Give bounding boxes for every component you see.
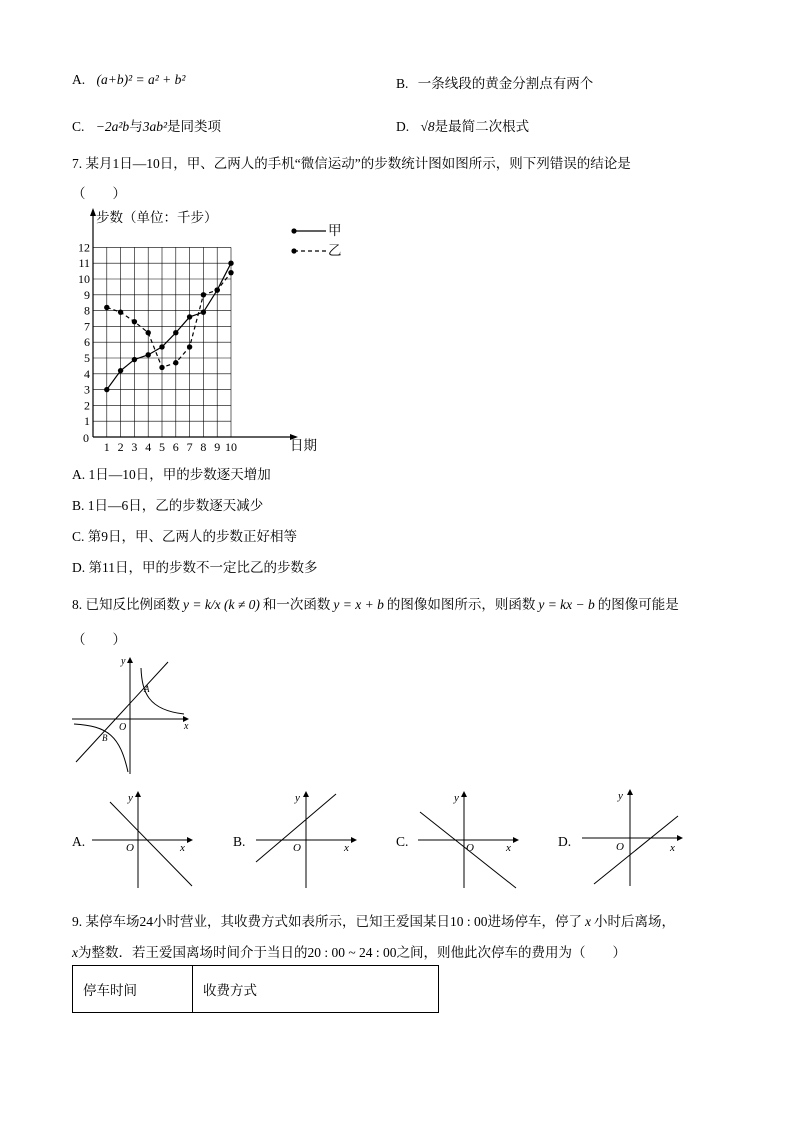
q9-line2 xyxy=(72,941,626,961)
series-line-yi xyxy=(107,273,231,368)
origin-label: O xyxy=(293,842,301,854)
q6-option-b-letter: B. xyxy=(396,76,409,91)
q8-formula-inverse: y = k/x (k ≠ 0) xyxy=(183,597,260,612)
y-tick-label: 12 xyxy=(78,240,90,255)
q9-fee-table xyxy=(72,965,439,1013)
q8-stem-mid: 和一次函数 xyxy=(262,597,331,612)
origin-label: O xyxy=(126,842,134,854)
chart-ylabel: 步数（单位：千步） xyxy=(96,210,218,225)
q6-option-a-formula: (a+b)² = a² + b² xyxy=(96,72,186,87)
data-point-jia xyxy=(187,314,192,319)
q6-option-c-letter: C. xyxy=(72,119,85,134)
data-point-jia xyxy=(228,261,233,266)
data-point-yi xyxy=(118,309,123,314)
chart-origin-label: 0 xyxy=(83,431,89,445)
data-point-yi xyxy=(132,319,137,324)
y-label: y xyxy=(618,790,623,802)
q8-option-b-letter: B. xyxy=(233,834,246,849)
q8-x-label: x xyxy=(184,721,189,732)
x-label: x xyxy=(506,842,511,854)
y-tick-label: 10 xyxy=(78,272,90,286)
q8-formula-linear: y = x + b xyxy=(333,597,384,612)
data-point-jia xyxy=(104,387,109,392)
x-tick-label: 1 xyxy=(103,440,110,454)
y-label: y xyxy=(295,792,300,804)
data-point-jia xyxy=(173,330,178,335)
q8-option-b-graph xyxy=(252,788,362,892)
x-tick-label: 9 xyxy=(214,440,221,454)
q6-option-d xyxy=(396,115,529,135)
q7-paren: （ ） xyxy=(72,186,126,201)
q6-option-c-term1: −2a²b xyxy=(95,119,130,134)
y-tick-label: 1 xyxy=(84,414,90,429)
y-tick-label: 11 xyxy=(78,256,90,271)
data-point-yi xyxy=(159,365,164,370)
data-point-jia xyxy=(159,344,164,349)
q7-step-chart xyxy=(66,204,356,458)
q7-option-c: C. 第9日，甲、乙两人的步数正好相等 xyxy=(72,529,298,544)
q6-option-b xyxy=(396,72,593,92)
q8-point-b-label: B xyxy=(102,733,108,743)
y-tick-label: 6 xyxy=(84,335,90,350)
q7-option-a: A. 1日—10日，甲的步数逐天增加 xyxy=(72,467,271,482)
q8-option-d-letter: D. xyxy=(558,834,572,849)
x-tick-label: 3 xyxy=(131,440,138,454)
table-header-fee: 收费方式 xyxy=(193,966,439,1013)
data-point-jia xyxy=(132,357,137,362)
q7-option-d: D. 第11日，甲的步数不一定比乙的步数多 xyxy=(72,560,318,575)
q9-var-x-2: x xyxy=(72,945,78,960)
q8-option-a-letter: A. xyxy=(72,834,86,849)
origin-label: O xyxy=(616,841,624,853)
legend-dot-jia xyxy=(291,228,296,233)
q6-option-d-radical: √8 xyxy=(420,119,435,134)
table-header-time: 停车时间 xyxy=(73,966,193,1013)
chart-grid xyxy=(93,247,231,437)
q8-option-a-graph xyxy=(88,788,198,892)
q8-stem-pre: 8. 已知反比例函数 xyxy=(72,597,180,612)
q8-y-label: y xyxy=(121,656,126,667)
q9-line1-post: 小时后离场， xyxy=(594,914,676,929)
table-row xyxy=(73,966,439,1013)
x-tick-label: 5 xyxy=(159,440,165,454)
q9-line1-pre: 9. 某停车场24小时营业，其收费方式如表所示，已知王爱国某日 xyxy=(72,914,450,929)
q9-time-range: 20 : 00 ~ 24 : 00 xyxy=(307,945,397,960)
data-point-yi xyxy=(146,330,151,335)
q6-option-c xyxy=(72,115,221,135)
y-tick-label: 9 xyxy=(84,287,90,302)
legend-label-jia: 甲 xyxy=(328,223,342,238)
q9-line1 xyxy=(72,910,675,930)
y-tick-label: 7 xyxy=(84,319,90,334)
q7-stem: 7. 某月1日—10日，甲、乙两人的手机“微信运动”的步数统计图如图所示，则下列错误的结论是 xyxy=(72,156,631,171)
q8-option-d-graph xyxy=(578,786,688,890)
origin-label: O xyxy=(466,842,474,854)
x-tick-label: 6 xyxy=(172,440,179,454)
data-point-yi xyxy=(228,270,233,275)
data-point-yi xyxy=(173,360,178,365)
chart-legend xyxy=(291,223,341,258)
q8-stem-post: 的图像可能是 xyxy=(597,597,679,612)
y-tick-label: 8 xyxy=(84,303,90,318)
x-tick-label: 7 xyxy=(186,440,193,454)
data-point-jia xyxy=(201,309,206,314)
data-point-yi xyxy=(187,344,192,349)
chart-xlabel: 日期 xyxy=(290,438,317,453)
q8-linear-line xyxy=(76,662,168,762)
data-point-jia xyxy=(146,352,151,357)
q7-option-b: B. 1日—6日，乙的步数逐天减少 xyxy=(72,498,264,513)
x-label: x xyxy=(670,842,675,854)
q9-line2-pre: 为整数．若王爱国离场时间介于当日的 xyxy=(78,945,308,960)
y-tick-label: 4 xyxy=(84,366,90,381)
x-label: x xyxy=(344,842,349,854)
legend-label-yi: 乙 xyxy=(328,243,342,258)
legend-dot-yi xyxy=(291,248,296,253)
x-tick-label: 4 xyxy=(145,440,152,454)
data-point-yi xyxy=(104,305,109,310)
y-tick-label: 5 xyxy=(84,351,90,365)
q6-option-c-term2: 3ab² xyxy=(142,119,167,134)
data-point-yi xyxy=(201,292,206,297)
x-label: x xyxy=(180,842,185,854)
q8-point-a-label: A xyxy=(144,684,150,694)
q6-option-a xyxy=(72,72,185,88)
data-point-jia xyxy=(118,368,123,373)
q6-option-c-mid: 与 xyxy=(129,119,143,134)
q8-main-figure xyxy=(68,652,198,778)
q8-option-c-graph xyxy=(414,788,524,892)
q6-option-d-letter: D. xyxy=(396,119,410,134)
q6-option-a-letter: A. xyxy=(72,72,86,87)
x-tick-label: 10 xyxy=(225,440,237,454)
q6-option-c-tail: 是同类项 xyxy=(167,119,221,134)
y-tick-label: 3 xyxy=(84,382,90,397)
q8-paren: （ ） xyxy=(72,632,126,647)
q8-formula-target: y = kx − b xyxy=(538,597,595,612)
q8-stem xyxy=(72,593,679,613)
q6-option-b-text: 一条线段的黄金分割点有两个 xyxy=(417,76,594,91)
y-tick-label: 2 xyxy=(84,398,90,413)
q9-line2-post: 之间，则他此次停车的费用为（ ） xyxy=(396,945,627,960)
q6-option-d-tail: 是最简二次根式 xyxy=(434,119,530,134)
y-label: y xyxy=(128,792,133,804)
data-point-yi xyxy=(215,287,220,292)
y-label: y xyxy=(454,792,459,804)
q8-stem-mid2: 的图像如图所示，则函数 xyxy=(386,597,536,612)
x-tick-label: 2 xyxy=(117,440,124,454)
q8-origin-label: O xyxy=(119,722,127,733)
x-tick-label: 8 xyxy=(200,440,207,454)
q9-var-x: x xyxy=(585,914,592,929)
q9-line1-mid: 进场停车，停了 xyxy=(487,914,583,929)
q8-option-c-letter: C. xyxy=(396,834,409,849)
chart-ticks xyxy=(78,240,237,454)
q9-time-enter: 10 : 00 xyxy=(450,914,488,929)
option-line xyxy=(594,816,678,884)
